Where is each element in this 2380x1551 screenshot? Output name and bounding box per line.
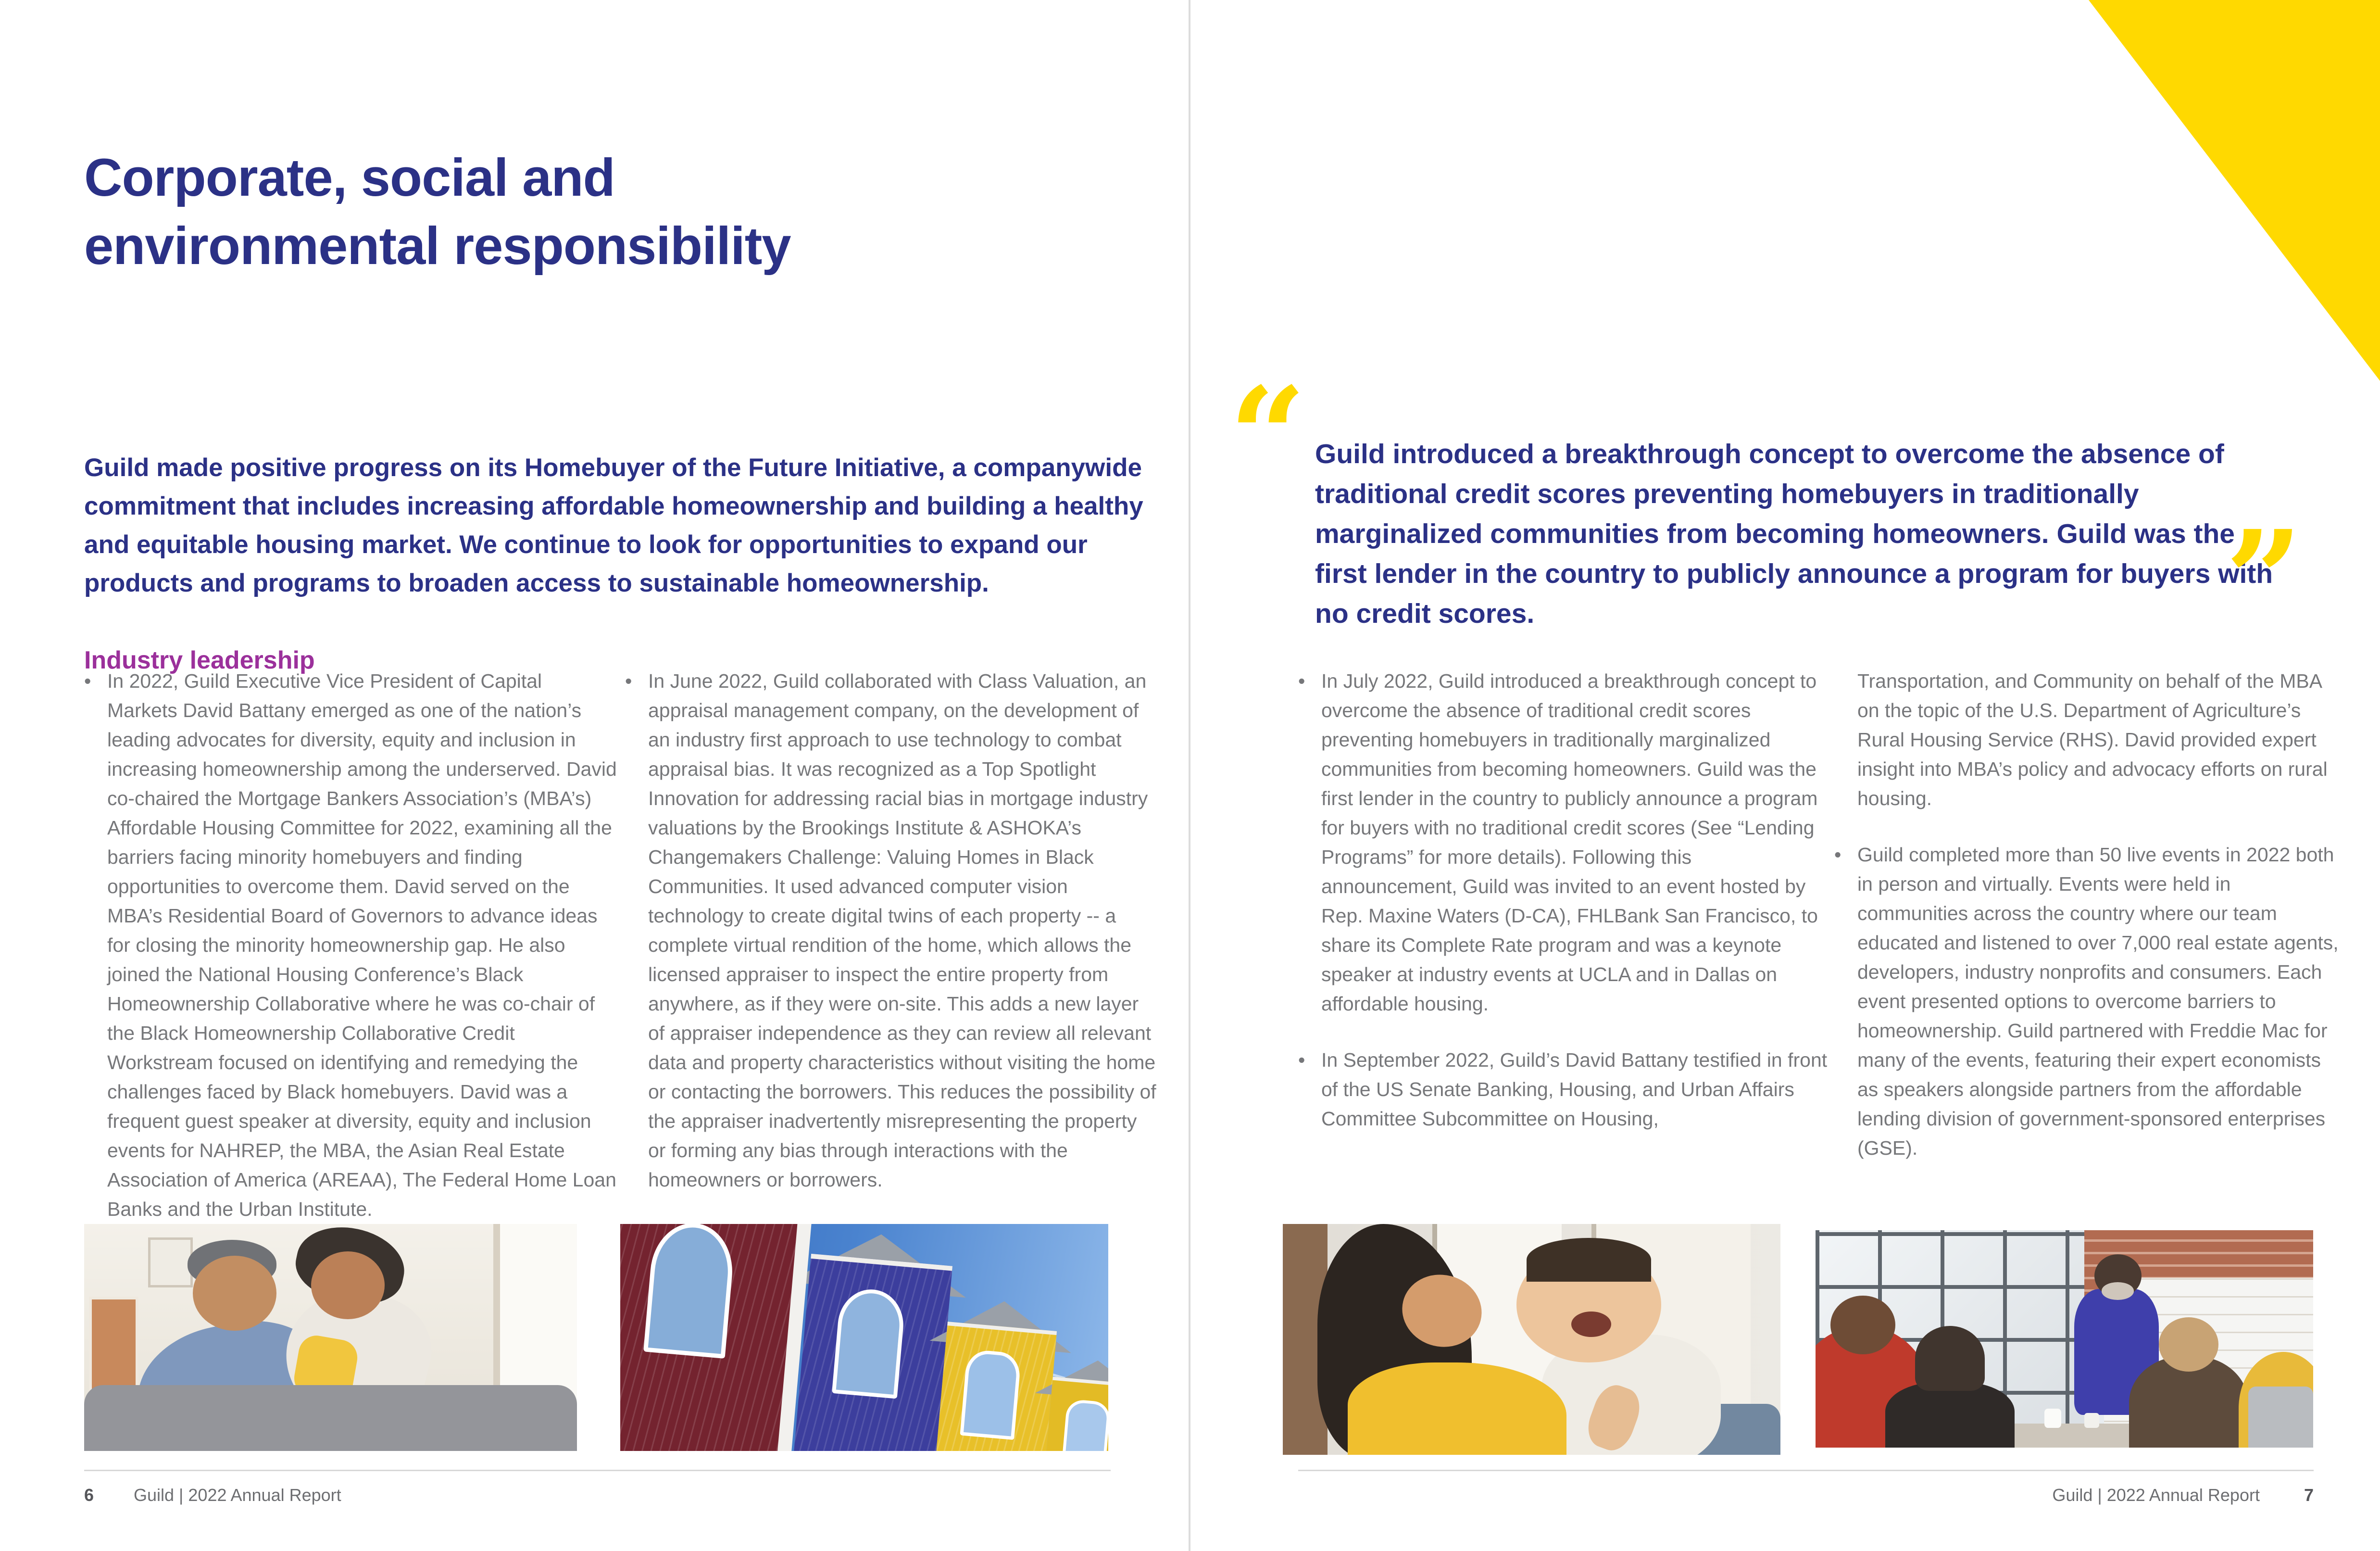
footer-right xyxy=(1827,1485,2314,1505)
page-number: 6 xyxy=(84,1485,94,1505)
intro-paragraph: Guild made positive progress on its Homebuyer of the Future Initiative, a companywide commitment that includes increasing affordable homeownership and building a healthy and equitable housing market. We continue to look for opportunities to expand our products and programs to broaden access to sustainable homeownership. xyxy=(84,454,1143,597)
photo-couple-at-home xyxy=(84,1224,577,1451)
footer-left xyxy=(84,1485,341,1505)
footer-report-title: Guild | 2022 Annual Report xyxy=(134,1485,341,1505)
photo-shape-couch xyxy=(84,1385,577,1451)
photo-shape-person-dark-body xyxy=(1885,1382,2015,1448)
right-page-column-1 xyxy=(1298,667,1831,1134)
footer-report-title: Guild | 2022 Annual Report xyxy=(2052,1485,2260,1505)
right-page-column-2 xyxy=(1834,667,2342,1163)
photo-shape-window xyxy=(493,1224,577,1410)
photo-shape-presenter-beard xyxy=(2102,1282,2134,1299)
photo-shape-yellow-window xyxy=(960,1349,1022,1440)
photo-shape-baby-hair xyxy=(1527,1238,1651,1282)
bullet-item: • In 2022, Guild Executive Vice President of Capital Markets David Battany emerged as one of the nation’s leading advocates for diversity, equity and inclusion in increasing homeownership among the underserved. David co-chaired the Mortgage Bankers Association’s (MBA’s) Affordable Housing Committee for 2022, examining all the barriers facing minority homebuyers and finding opportunities to overcome them. David served on the MBA’s Residential Board of Governors to advance ideas for closing the minority homeownership gap. He also joined the National Housing Conference’s Black Homeownership Collaborative where he was co-chair of the Black Homeownership Collaborative Credit Workstream focused on identifying and remedying the challenges faced by Black homebuyers. David was a frequent guest speaker at diversity, equity and inclusion events for NAHREP, the MBA, the Asian Real Estate Association of America (AREAA), The Federal Home Loan Banks and the Urban Institute. xyxy=(84,667,617,1224)
bullet-item: • Guild completed more than 50 live events in 2022 both in person and virtually. Events were held in communities across the country where our team educated and listened to over 7,000 real estate agents, developers, industry nonprofits and consumers. Each event presented options to overcome barriers to homeownership. Guild partnered with Freddie Mac for many of the events, featuring their expert economists as speakers alongside partners from the affordable lending division of government-sponsored enterprises (GSE). xyxy=(1834,840,2342,1163)
bullet-item: • In September 2022, Guild’s David Battany testified in front of the US Senate Banking, Housing, and Urban Affairs Committee Subcommittee on Housing, xyxy=(1298,1046,1831,1134)
photo-shape-house-row xyxy=(620,1224,1108,1451)
left-page-column-1 xyxy=(84,667,617,1224)
photo-shape-wall-frame xyxy=(148,1237,192,1287)
page-title-line2: environmental responsibility xyxy=(84,216,791,276)
photo-shape-person-dark-head xyxy=(1915,1326,1985,1391)
photo-row-houses xyxy=(620,1224,1108,1451)
footer-rule-left xyxy=(84,1470,1111,1471)
photo-shape-person-blonde-head xyxy=(2159,1317,2218,1372)
photo-office-meeting xyxy=(1816,1230,2313,1448)
photo-parent-and-baby xyxy=(1283,1224,1780,1455)
bullet-item: • In July 2022, Guild introduced a breakthrough concept to overcome the absence of traditional credit scores preventing homebuyers in traditionally marginalized communities from becoming homeowners. Guild was the first lender in the country to publicly announce a program for buyers with no traditional credit scores (See “Lending Programs” for more details). Following this announcement, Guild was invited to an event hosted by Rep. Maxine Waters (D-CA), FHLBank San Francisco, to share its Complete Rate program and was a keynote speaker at industry events at UCLA and in Dallas on affordable housing. xyxy=(1298,667,1831,1019)
yellow-corner-triangle xyxy=(2089,0,2380,381)
section-heading-industry-leadership: Industry leadership xyxy=(84,646,315,675)
continuation-paragraph: Transportation, and Community on behalf of the MBA on the topic of the U.S. Department of Agriculture’s Rural Housing Service (RHS). David provided expert insight into MBA’s policy and advocacy efforts on rural housing. xyxy=(1857,670,2328,809)
close-quote-icon: ” xyxy=(2225,501,2303,659)
photo-shape-chair xyxy=(2248,1387,2313,1448)
pull-quote: Guild introduced a breakthrough concept to overcome the absence of traditional credit scores preventing homebuyers in traditionally marginalized communities from becoming homeowners. Guild was the first lender in the country to publicly announce a program for buyers with no credit scores. xyxy=(1315,439,2273,629)
page-gutter-divider xyxy=(1189,0,1190,1551)
open-quote-icon: “ xyxy=(1229,358,1307,516)
page-title xyxy=(84,144,978,280)
page-title-line1: Corporate, social and xyxy=(84,148,615,207)
photo-shape-man-face xyxy=(193,1256,276,1331)
photo-shape-woman-face xyxy=(311,1251,385,1320)
page-number: 7 xyxy=(2304,1485,2314,1505)
photo-shape-cup xyxy=(2084,1413,2099,1428)
footer-rule-right xyxy=(1298,1470,2314,1471)
left-page-column-2 xyxy=(625,667,1158,1195)
photo-shape-cup xyxy=(2044,1409,2061,1428)
photo-shape-baby-smile xyxy=(1571,1311,1611,1337)
photo-shape-person-red-head xyxy=(1830,1296,1895,1354)
bullet-item: • In June 2022, Guild collaborated with Class Valuation, an appraisal management company, on the development of an industry first approach to use technology to combat appraisal bias. It was recognized as a Top Spotlight Innovation for addressing racial bias in mortgage industry valuations by the Brookings Institute & ASHOKA’s Changemakers Challenge: Valuing Homes in Black Communities. It used advanced computer vision technology to create digital twins of each property -- a complete virtual rendition of the home, which allows the licensed appraiser to inspect the entire property from anywhere, as if they were on-site. This adds a new layer of appraiser independence as they can review all relevant data and property characteristics without visiting the home or contacting the borrowers. This reduces the possibility of the appraiser inadvertently misrepresenting the property or forming any bias through interactions with the homeowners or borrowers. xyxy=(625,667,1158,1195)
